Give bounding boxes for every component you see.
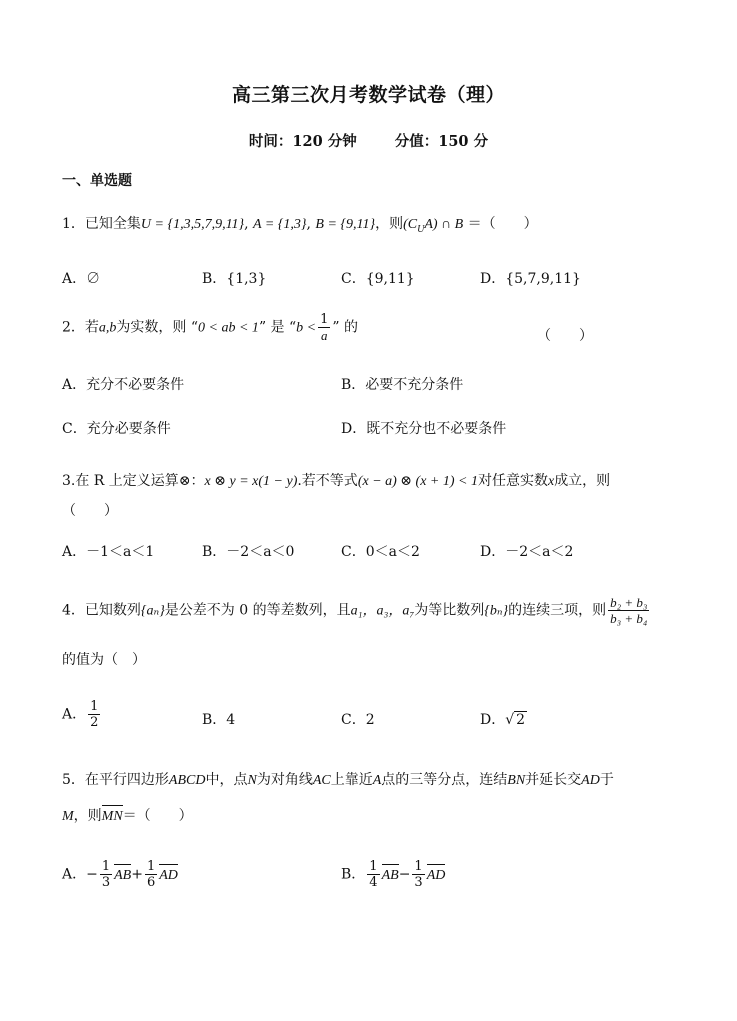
sqrt-symbol: √ 2	[505, 712, 526, 728]
section-title: 一、单选题	[62, 173, 132, 189]
q5-option-a: A．− $\frac{1}{3}$ AB+ $\frac{1}{6}$ AD	[62, 859, 178, 890]
exam-time: 时间：120 分钟	[248, 133, 357, 150]
q4-option-c: C．2	[341, 712, 375, 728]
q3-option-a: A．－1＜a＜1	[62, 544, 155, 560]
q4-fraction: $\frac{\text{b₂ + b₃}}{\text{b₃ + b₄}}$	[610, 595, 648, 626]
q1-option-c: C．{9,11}	[341, 271, 415, 287]
exam-score: 分值：150 分	[394, 133, 489, 150]
q1-option-b: B．{1,3}	[202, 271, 267, 287]
q2-option-c: C．充分必要条件	[62, 421, 171, 437]
question-3-stem: 3.在 R 上定义运算⊗：x ⊗ y = x(1 − y).若不等式(x − a) ⊗ (x + 1) < 1对任意实数x成立，则	[62, 473, 611, 489]
vector-mn: MN	[102, 809, 123, 825]
q2-fraction: $\frac{1}{a}$	[320, 312, 329, 343]
question-3-paren: （ ）	[62, 503, 118, 519]
q5-option-b: B． $\frac{1}{4}$ AB− $\frac{1}{3}$ AD	[341, 859, 446, 890]
exam-title: 高三第三次月考数学试卷（理）	[231, 84, 505, 106]
q4-option-b: B．4	[202, 712, 236, 728]
question-5-line2: M，则 MN＝（ ）	[62, 805, 193, 825]
q2-option-d: D．既不充分也不必要条件	[341, 421, 507, 437]
exam-meta	[0, 130, 737, 151]
question-4-line2: 的值为（ ）	[62, 652, 146, 668]
question-5-line1: 5．在平行四边形ABCD中，点N为对角线AC上靠近A点的三等分点，连结BN并延长交AD于	[62, 772, 614, 788]
q2-answer-paren: （ ）	[537, 328, 593, 344]
q4-option-d: D．√ 2	[480, 712, 526, 728]
q2-option-a: A．充分不必要条件	[62, 377, 185, 393]
q2-option-b: B．必要不充分条件	[341, 377, 464, 393]
question-4-stem: 4．已知数列{aₙ}是公差不为 0 的等差数列，且a₁，a₃，a₇为等比数列{bₙ}的连续三项，则 $\frac{\text{b₂ + b₃}}{\text{b₃ + b₄}}$	[62, 595, 648, 626]
q1-option-d: D．{5,7,9,11}	[480, 271, 581, 287]
question-1-stem: 1．已知全集U = {1,3,5,7,9,11}, A = {1,3}, B = {9,11}，则$(C_UA)$ ∩ B ＝（ ）	[62, 216, 538, 235]
q4-option-a: A． $\frac{1}{2}$	[62, 699, 99, 730]
q3-option-b: B．－2＜a＜0	[202, 544, 295, 560]
question-2-stem: 2．若a,b为实数，则 “0 < ab < 1” 是 “b < $\frac{1}{a}$ ” 的	[62, 312, 358, 343]
q3-option-c: C．0＜a＜2	[341, 544, 420, 560]
q3-option-d: D．－2＜a＜2	[480, 544, 574, 560]
q1-option-a: A．∅	[62, 271, 101, 287]
